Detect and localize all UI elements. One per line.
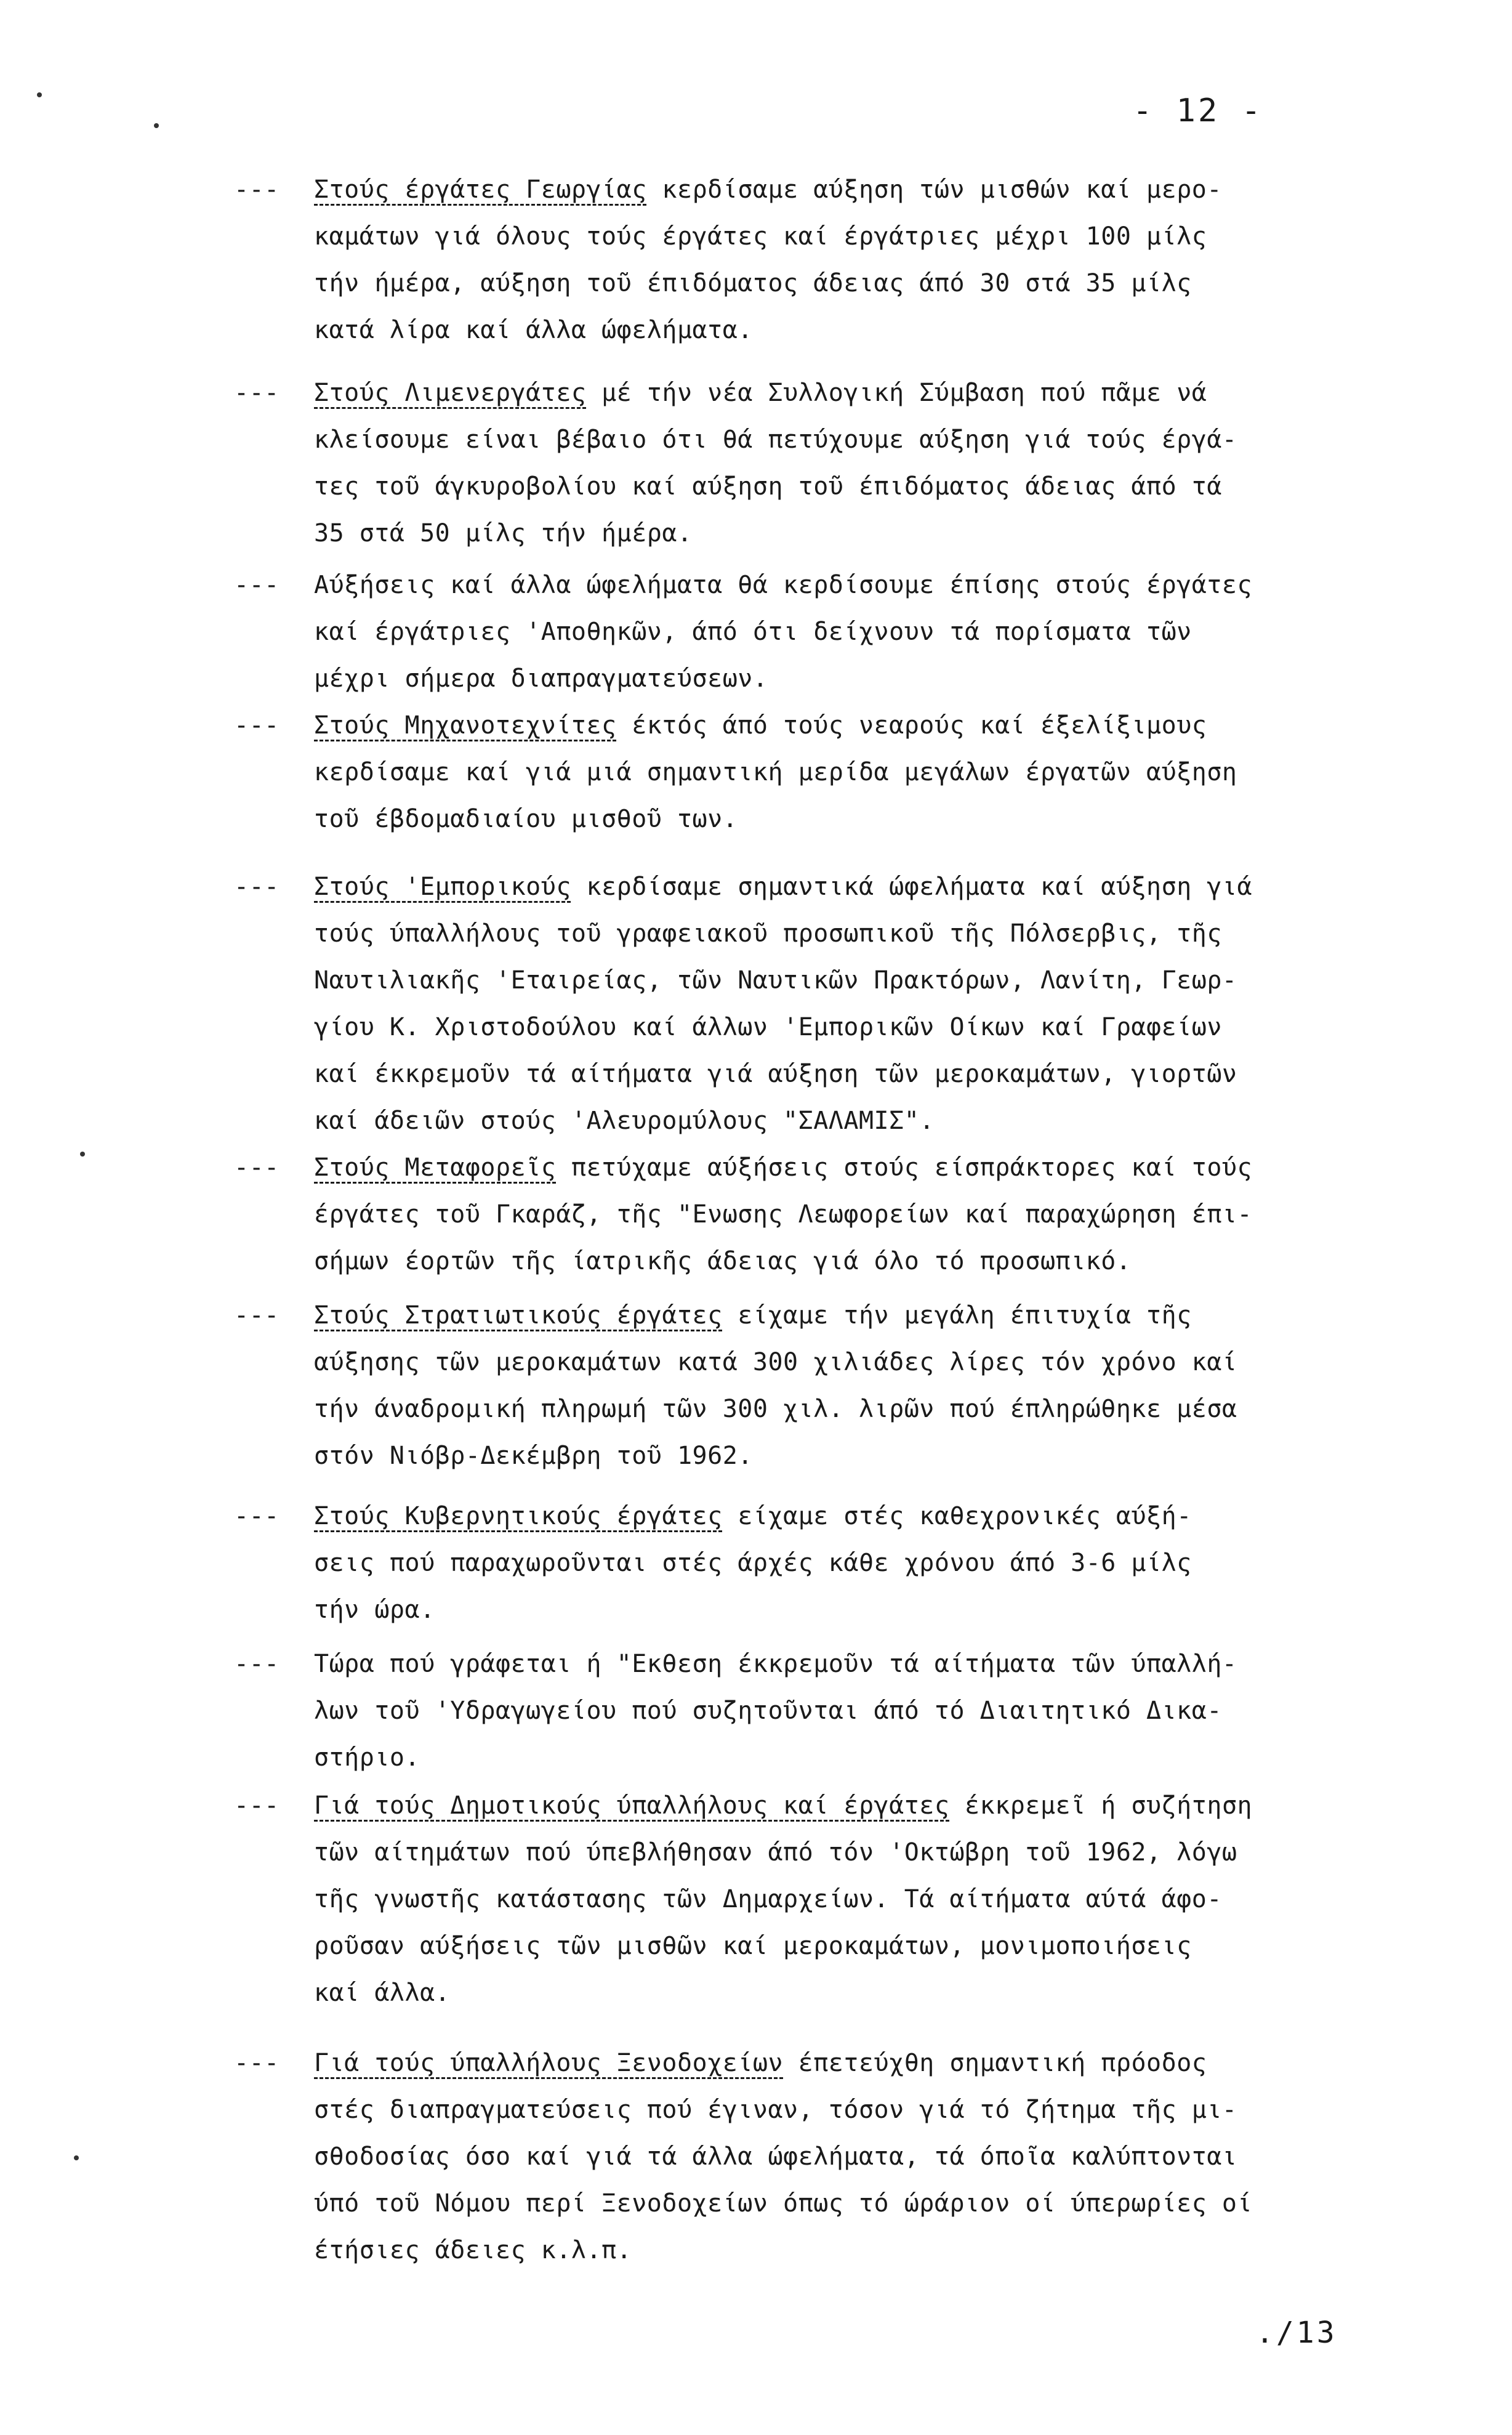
entry-line: καμάτων γιά όλους τούς έργάτες καί έργάτριες μέχρι 100 μίλς [314, 222, 1207, 251]
entry-line: καί άλλα. [314, 1979, 451, 2007]
entry-line: ύπό τοῦ Νόμου περί Ξενοδοχείων όπως τό ώράριον οί ύπερωρίες οί [314, 2189, 1253, 2218]
entry-line: καί άδειῶν στούς 'Αλευρομύλους "ΣΑΛΑΜΙΣ". [314, 1107, 935, 1135]
entry-dash: --- [234, 1153, 279, 1182]
entry-line: τες τοῦ άγκυροβολίου καί αύξηση τοῦ έπιδόματος άδειας άπό τά [314, 472, 1222, 501]
paragraph-commercial [234, 863, 1410, 1144]
entry-text: πετύχαμε αύξήσεις στούς είσπράκτορες καί τούς [571, 1153, 1253, 1182]
entry-dash: --- [234, 711, 279, 740]
entry-line [314, 863, 1410, 910]
entry-dash: --- [234, 873, 279, 901]
entry-line: Ναυτιλιακῆς 'Εταιρείας, τῶν Ναυτικῶν Πρακτόρων, Λανίτη, Γεωρ- [314, 966, 1237, 995]
page-number: - 12 - [1133, 92, 1263, 129]
scan-speck [37, 92, 42, 97]
entry-text: είχαμε τήν μεγάλη έπιτυχία τῆς [738, 1301, 1192, 1330]
entry-line: κλείσουμε είναι βέβαιο ότι θά πετύχουμε αύξηση γιά τούς έργά- [314, 426, 1237, 454]
entry-line: γίου Κ. Χριστοδούλου καί άλλων 'Εμπορικῶν Οίκων καί Γραφείων [314, 1013, 1222, 1041]
entry-line: κερδίσαμε καί γιά μιά σημαντική μερίδα μεγάλων έργατῶν αύξηση [314, 758, 1237, 786]
entry-dash: --- [234, 1650, 279, 1678]
entry-line [314, 1144, 1410, 1191]
entry-line: τῆς γνωστῆς κατάστασης τῶν Δημαρχείων. Τά αίτήματα αύτά άφο- [314, 1885, 1222, 1913]
entry-dash: --- [234, 379, 279, 407]
paragraph-municipal [234, 1782, 1410, 2016]
entry-dash: --- [234, 1502, 279, 1530]
entry-line: στόν Νιόβρ-Δεκέμβρη τοῦ 1962. [314, 1442, 753, 1470]
entry-text: είχαμε στές καθεχρονικές αύξή- [738, 1502, 1192, 1530]
entry-line [314, 702, 1410, 749]
entry-line: στήριο. [314, 1743, 420, 1772]
entry-line: ροῦσαν αύξήσεις τῶν μισθῶν καί μεροκαμάτων, μονιμοποιήσεις [314, 1932, 1192, 1960]
entry-line [314, 1782, 1410, 1829]
entry-line: έτήσιες άδειες κ.λ.π. [314, 2236, 632, 2264]
entry-lead: Γιά τούς Δημοτικούς ύπαλλήλους καί έργάτες [314, 1791, 950, 1820]
entry-line: τήν ήμέρα, αύξηση τοῦ έπιδόματος άδειας άπό 30 στά 35 μίλς [314, 269, 1192, 297]
paragraph-warehouse-workers [234, 562, 1410, 702]
next-page-ref: ./13 [1256, 2316, 1337, 2350]
entry-line [314, 369, 1410, 416]
entry-text: έκκρεμεῖ ή συζήτηση [965, 1791, 1253, 1820]
entry-line [314, 166, 1410, 213]
entry-line: τούς ύπαλλήλους τοῦ γραφειακοῦ προσωπικοῦ τῆς Πόλσερβις, τῆς [314, 919, 1222, 948]
entry-line: τῶν αίτημάτων πού ύπεβλήθησαν άπό τόν 'Οκτώβρη τοῦ 1962, λόγω [314, 1838, 1237, 1867]
entry-lead: Στούς έργάτες Γεωργίας [314, 176, 647, 204]
entry-line: στές διαπραγματεύσεις πού έγιναν, τόσον γιά τό ζήτημα τῆς μι- [314, 2096, 1237, 2124]
entry-text: μέ τήν νέα Συλλογική Σύμβαση πού πᾶμε νά [601, 379, 1207, 407]
entry-line: καί έργάτριες 'Αποθηκῶν, άπό ότι δείχνουν τά πορίσματα τῶν [314, 618, 1192, 646]
entry-dash: --- [234, 571, 279, 599]
entry-line: λων τοῦ 'Υδραγωγείου πού συζητοῦνται άπό τό Διαιτητικό Δικα- [314, 1697, 1222, 1725]
paragraph-military-workers [234, 1292, 1410, 1479]
entry-text: έκτός άπό τούς νεαρούς καί έξελίξιμους [632, 711, 1207, 740]
entry-line: αύξησης τῶν μεροκαμάτων κατά 300 χιλιάδες λίρες τόν χρόνο καί [314, 1348, 1237, 1376]
paragraph-transporters [234, 1144, 1410, 1285]
entry-line [314, 2040, 1410, 2086]
entry-line [314, 1292, 1410, 1339]
entry-line: καί έκκρεμοῦν τά αίτήματα γιά αύξηση τῶν μεροκαμάτων, γιορτῶν [314, 1060, 1237, 1088]
entry-text: κερδίσαμε σημαντικά ώφελήματα καί αύξηση γιά [586, 873, 1253, 901]
entry-lead: Στούς Λιμενεργάτες [314, 379, 587, 407]
entry-line: σεις πού παραχωροῦνται στές άρχές κάθε χρόνου άπό 3-6 μίλς [314, 1549, 1192, 1577]
entry-lead: Στούς Μεταφορεῖς [314, 1153, 557, 1182]
entry-line: τοῦ έβδομαδιαίου μισθοῦ των. [314, 805, 738, 833]
entry-dash: --- [234, 1301, 279, 1330]
entry-line [314, 1493, 1410, 1540]
entry-line: μέχρι σήμερα διαπραγματεύσεων. [314, 664, 768, 693]
entry-line: τήν ώρα. [314, 1596, 435, 1624]
entry-line: σθοδοσίας όσο καί γιά τά άλλα ώφελήματα, τά όποῖα καλύπτονται [314, 2142, 1237, 2171]
paragraph-dockworkers [234, 369, 1410, 557]
paragraph-mechanics [234, 702, 1410, 842]
paragraph-hotels [234, 2040, 1410, 2274]
entry-line: Τώρα πού γράφεται ή "Εκθεση έκκρεμοῦν τά αίτήματα τῶν ύπαλλή- [314, 1650, 1237, 1678]
scan-speck [154, 123, 159, 128]
entry-line: Αύξήσεις καί άλλα ώφελήματα θά κερδίσουμε έπίσης στούς έργάτες [314, 571, 1253, 599]
entry-line: έργάτες τοῦ Γκαράζ, τῆς "Ενωσης Λεωφορείων καί παραχώρηση έπι- [314, 1200, 1253, 1229]
scan-speck [80, 1152, 85, 1157]
paragraph-georgia-workers [234, 166, 1410, 353]
entry-lead: Στούς 'Εμπορικούς [314, 873, 571, 901]
paragraph-water-board [234, 1641, 1410, 1781]
entry-dash: --- [234, 1791, 279, 1820]
entry-lead: Στούς Μηχανοτεχνίτες [314, 711, 617, 740]
scan-speck [74, 2155, 79, 2160]
entry-line: σήμων έορτῶν τῆς ίατρικῆς άδειας γιά όλο τό προσωπικό. [314, 1247, 1132, 1275]
entry-dash: --- [234, 2049, 279, 2077]
entry-text: έπετεύχθη σημαντική πρόοδος [798, 2049, 1207, 2077]
paragraph-government-workers [234, 1493, 1410, 1633]
entry-lead: Γιά τούς ύπαλλήλους Ξενοδοχείων [314, 2049, 784, 2077]
entry-lead: Στούς Στρατιωτικούς έργάτες [314, 1301, 723, 1330]
entry-line: 35 στά 50 μίλς τήν ήμέρα. [314, 519, 693, 547]
entry-text: κερδίσαμε αύξηση τών μισθών καί μερο- [662, 176, 1222, 204]
entry-dash: --- [234, 176, 279, 204]
entry-lead: Στούς Κυβερνητικούς έργάτες [314, 1502, 723, 1530]
entry-line: τήν άναδρομική πληρωμή τῶν 300 χιλ. λιρῶν πού έπληρώθηκε μέσα [314, 1395, 1237, 1423]
entry-line: κατά λίρα καί άλλα ώφελήματα. [314, 316, 753, 344]
